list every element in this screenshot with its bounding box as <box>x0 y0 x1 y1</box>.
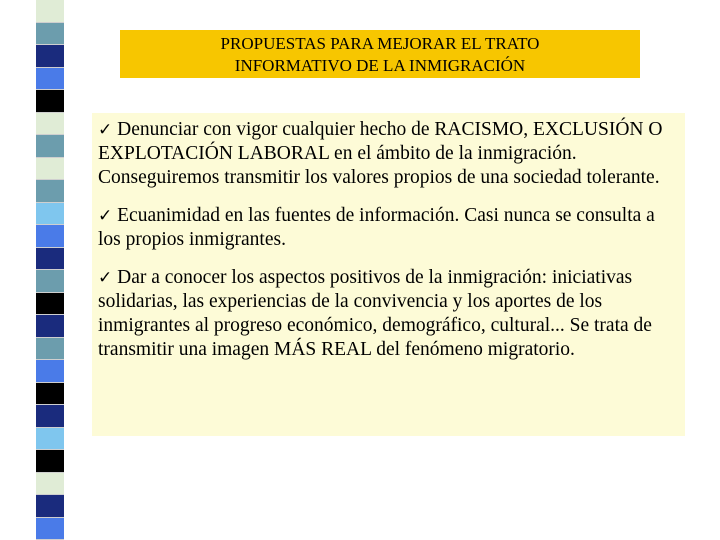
stripe-segment <box>36 405 64 428</box>
stripe-segment <box>36 135 64 158</box>
stripe-segment <box>36 383 64 406</box>
stripe-segment <box>36 518 64 540</box>
slide-title <box>120 30 640 78</box>
stripe-segment <box>36 270 64 293</box>
stripe-segment <box>36 315 64 338</box>
stripe-segment <box>36 90 64 113</box>
stripe-segment <box>36 68 64 91</box>
stripe-segment <box>36 450 64 473</box>
slide-title-line-1: PROPUESTAS PARA MEJORAR EL TRATO <box>220 34 540 53</box>
bullet-text: Dar a conocer los aspectos positivos de la inmigración: iniciativas solidarias, las experiencias de la convivencia y los aportes de los inmigrantes al progreso económico, demográfico, cultural... Se trata de transmitir una imagen MÁS REAL del fenómeno migratorio. <box>98 267 652 360</box>
stripe-segment <box>36 45 64 68</box>
stripe-segment <box>36 473 64 496</box>
stripe-segment <box>36 428 64 451</box>
stripe-segment <box>36 495 64 518</box>
bullet-text: Denunciar con vigor cualquier hecho de RACISMO, EXCLUSIÓN O EXPLOTACIÓN LABORAL en el ámbito de la inmigración. Conseguiremos transmitir los valores propios de una sociedad tolerante. <box>98 119 663 188</box>
slide-title-line-2: INFORMATIVO DE LA INMIGRACIÓN <box>234 56 526 75</box>
stripe-segment <box>36 360 64 383</box>
stripe-segment <box>36 0 64 23</box>
stripe-segment <box>36 23 64 46</box>
stripe-segment <box>36 293 64 316</box>
check-mark-icon: ✓ <box>98 268 113 288</box>
stripe-segment <box>36 113 64 136</box>
stripe-segment <box>36 338 64 361</box>
stripe-segment <box>36 225 64 248</box>
bullet-text: Ecuanimidad en las fuentes de información. Casi nunca se consulta a los propios inmigrantes. <box>98 205 655 250</box>
stripe-segment <box>36 180 64 203</box>
check-mark-icon: ✓ <box>98 120 113 140</box>
bullet-item <box>98 266 679 362</box>
decorative-stripe <box>0 0 64 540</box>
bullet-item <box>98 204 679 252</box>
content-panel <box>92 113 685 436</box>
stripe-segment <box>36 248 64 271</box>
stripe-segment <box>36 203 64 226</box>
bullet-item <box>98 118 679 190</box>
check-mark-icon: ✓ <box>98 206 113 226</box>
stripe-segment <box>36 158 64 181</box>
